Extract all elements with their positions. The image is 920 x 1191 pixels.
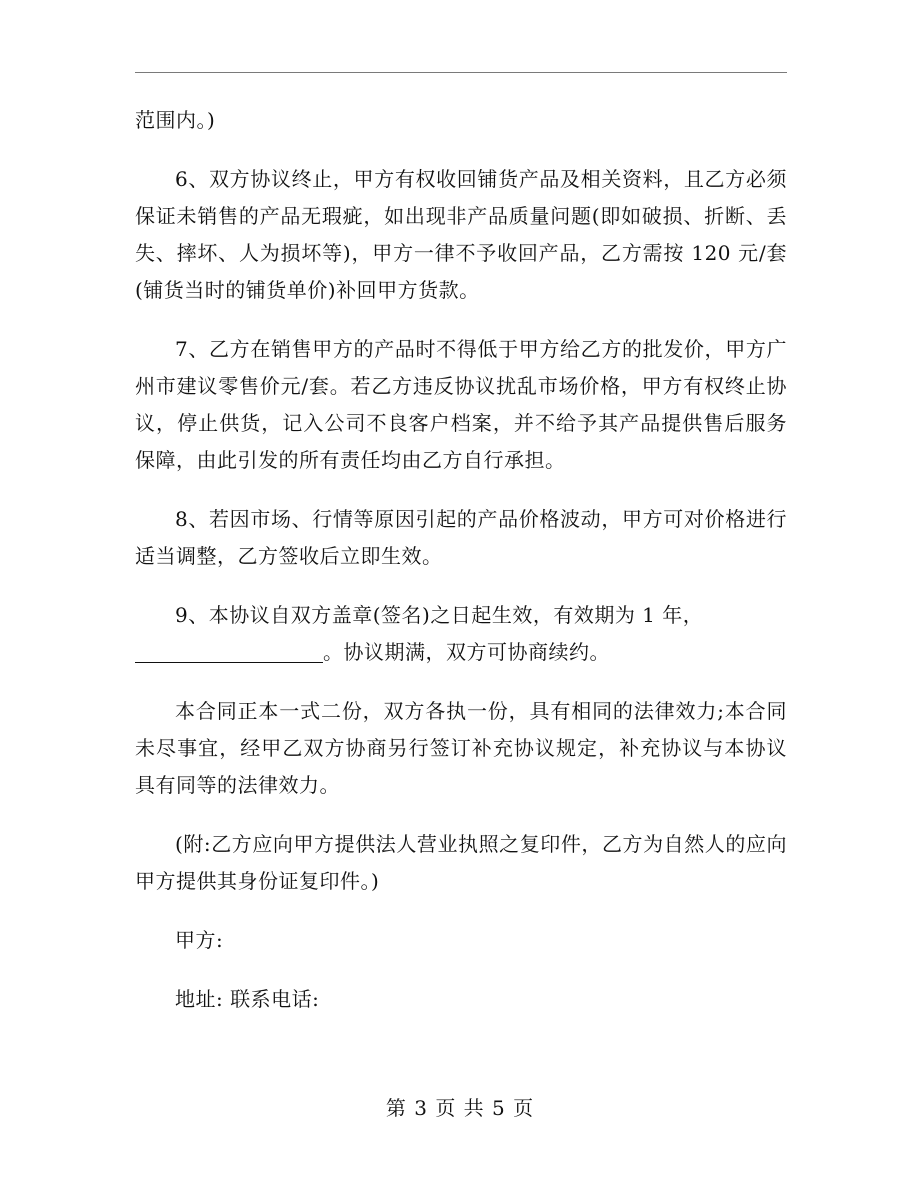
header-rule	[135, 72, 787, 73]
contract-copies-paragraph: 本合同正本一式二份，双方各执一份，具有相同的法律效力;本合同未尽事宜，经甲乙双方协商另行签订补充协议规定，补充协议与本协议具有同等的法律效力。	[135, 699, 787, 797]
attachment-note: (附:乙方应向甲方提供法人营业执照之复印件，乙方为自然人的应向甲方提供其身份证复印件。)	[135, 832, 787, 893]
clause-8: 8、若因市场、行情等原因引起的产品价格波动，甲方可对价格进行适当调整，乙方签收后立即生效。	[135, 507, 787, 568]
clause-7: 7、乙方在销售甲方的产品时不得低于甲方给乙方的批发价，甲方广州市建议零售价元/套。若乙方违反协议扰乱市场价格，甲方有权终止协议，停止供货，记入公司不良客户档案，并不给予其产品提供售后服务保障，由此引发的所有责任均由乙方自行承担。	[135, 337, 787, 472]
clause-6: 6、双方协议终止，甲方有权收回铺货产品及相关资料，且乙方必须保证未销售的产品无瑕疵，如出现非产品质量问题(即如破损、折断、丢失、摔坏、人为损坏等)，甲方一律不予收回产品，乙方需按 120 元/套(铺货当时的铺货单价)补回甲方货款。	[135, 167, 787, 302]
clause-9-line-2: 。协议期满，双方可协商续约。	[323, 640, 610, 664]
page-footer: 第 3 页 共 5 页	[385, 1096, 535, 1120]
paragraph-continuation: 范围内。)	[135, 108, 216, 132]
clause-9-line-2-wrap	[135, 634, 787, 671]
clause-9	[135, 597, 787, 671]
blank-fill-line[interactable]	[135, 638, 323, 663]
clause-9-line-1: 9、本协议自双方盖章(签名)之日起生效，有效期为 1 年，	[175, 603, 704, 627]
party-a-label: 甲方:	[175, 928, 224, 952]
address-phone-label: 地址: 联系电话:	[175, 987, 320, 1011]
document-body	[135, 102, 787, 1040]
